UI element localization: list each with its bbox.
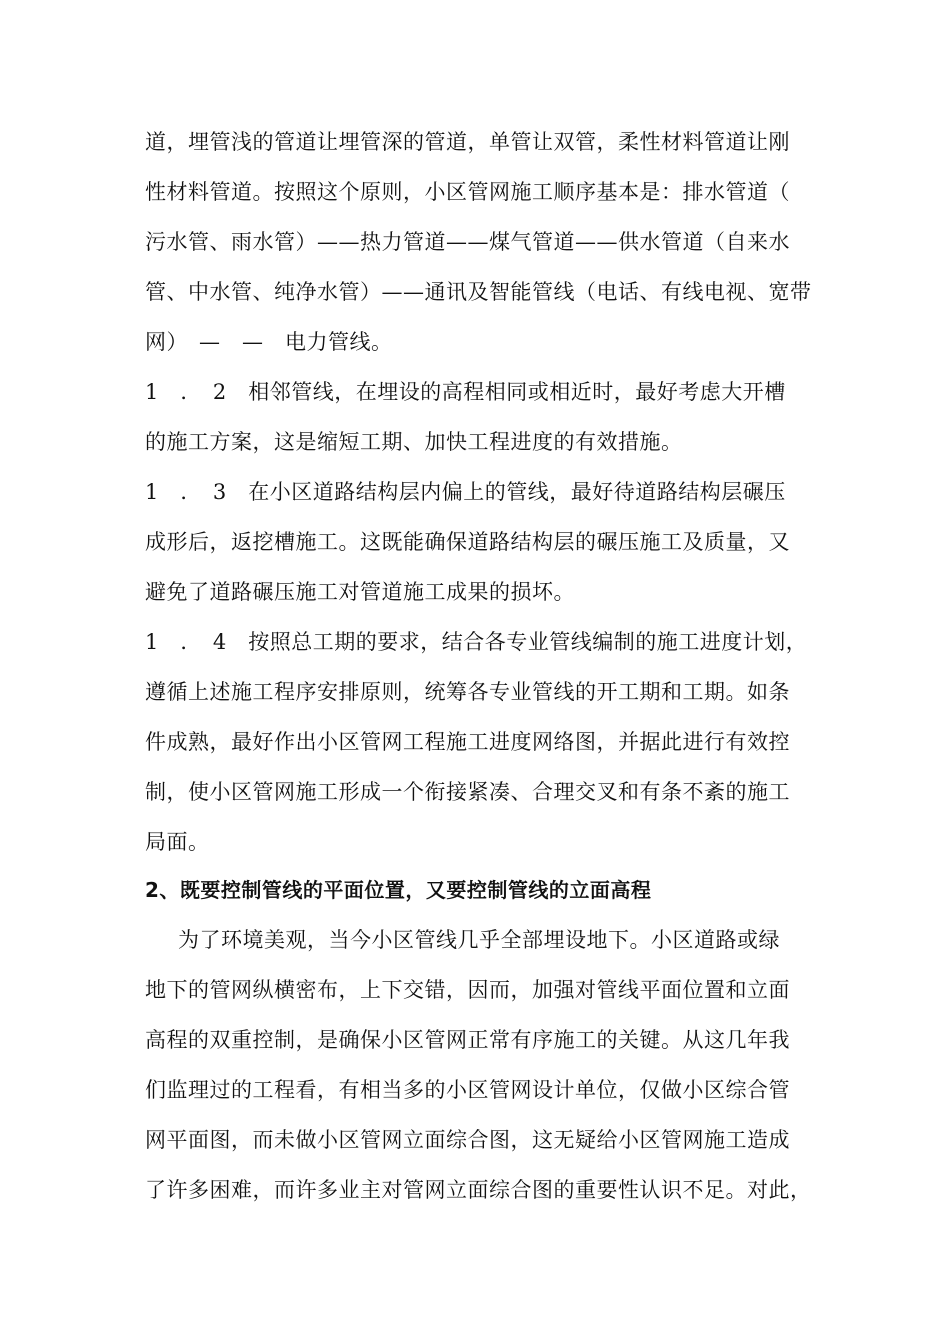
text-line: 的施工方案，这是缩短工期、加快工程进度的有效措施。 xyxy=(145,430,683,454)
text-line: 1 ． 2 相邻管线，在埋设的高程相同或相近时，最好考虑大开槽 xyxy=(145,380,786,404)
section-heading: 2、既要控制管线的平面位置，又要控制管线的立面高程 xyxy=(145,878,652,902)
text-line: 高程的双重控制，是确保小区管网正常有序施工的关键。从这几年我 xyxy=(145,1028,790,1052)
text-line: 局面。 xyxy=(145,830,210,854)
text-line: 为了环境美观，当今小区管线几乎全部埋设地下。小区道路或绿 xyxy=(178,928,780,952)
text-line: 地下的管网纵横密布，上下交错，因而，加强对管线平面位置和立面 xyxy=(145,978,790,1002)
text-line: 网平面图，而未做小区管网立面综合图，这无疑给小区管网施工造成 xyxy=(145,1128,790,1152)
text-line: 管、中水管、纯净水管）——通讯及智能管线（电话、有线电视、宽带 xyxy=(145,280,812,304)
text-line: 制，使小区管网施工形成一个衔接紧凑、合理交叉和有条不紊的施工 xyxy=(145,780,790,804)
text-line: 了许多困难，而许多业主对管网立面综合图的重要性认识不足。对此， xyxy=(145,1178,812,1202)
text-line: 件成熟，最好作出小区管网工程施工进度网络图，并据此进行有效控 xyxy=(145,730,790,754)
text-line: 网） — — 电力管线。 xyxy=(145,330,393,354)
text-line: 1 ． 4 按照总工期的要求，结合各专业管线编制的施工进度计划， xyxy=(145,630,808,654)
text-line: 遵循上述施工程序安排原则，统筹各专业管线的开工期和工期。如条 xyxy=(145,680,790,704)
text-line: 们监理过的工程看，有相当多的小区管网设计单位，仅做小区综合管 xyxy=(145,1078,790,1102)
text-line: 1 ． 3 在小区道路结构层内偏上的管线，最好待道路结构层碾压 xyxy=(145,480,786,504)
text-line: 性材料管道。按照这个原则，小区管网施工顺序基本是：排水管道（ xyxy=(145,180,790,204)
text-line: 避免了道路碾压施工对管道施工成果的损坏。 xyxy=(145,580,575,604)
text-line: 污水管、雨水管）——热力管道——煤气管道——供水管道（自来水 xyxy=(145,230,790,254)
text-line: 道，埋管浅的管道让埋管深的管道，单管让双管，柔性材料管道让刚 xyxy=(145,130,790,154)
text-line: 成形后，返挖槽施工。这既能确保道路结构层的碾压施工及质量，又 xyxy=(145,530,790,554)
